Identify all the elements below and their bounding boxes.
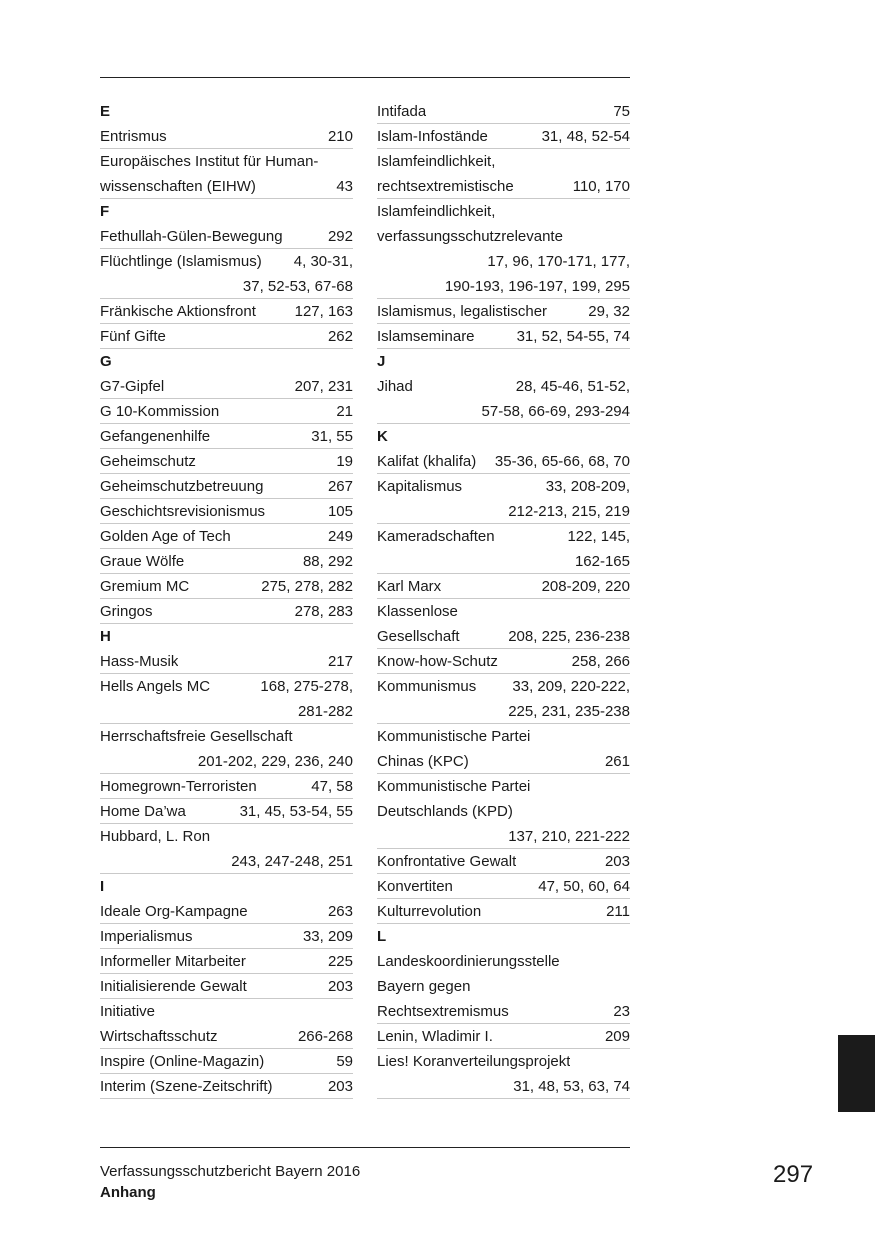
index-pages: 203 <box>327 978 353 995</box>
index-entry <box>100 1074 353 1099</box>
index-pages: 208-209, 220 <box>541 578 630 595</box>
index-term: Home Da’wa <box>100 803 186 820</box>
index-pages: 19 <box>336 453 353 470</box>
index-pages: 29, 32 <box>588 303 630 320</box>
index-pages: 33, 209, 220-222, <box>512 678 630 695</box>
index-pages: 201-202, 229, 236, 240 <box>197 753 353 770</box>
index-term: Wirtschaftsschutz <box>100 1028 218 1045</box>
index-entry <box>377 849 630 874</box>
index-pages: 261 <box>604 753 630 770</box>
index-term: Ideale Org-Kampagne <box>100 903 248 920</box>
index-entry <box>377 574 630 599</box>
index-term: Herrschaftsfreie Gesellschaft <box>100 728 293 745</box>
index-pages: 75 <box>613 103 630 120</box>
index-entry <box>377 1074 630 1099</box>
index-term: Fünf Gifte <box>100 328 166 345</box>
index-term: G 10-Kommission <box>100 403 220 420</box>
index-entry <box>100 1049 353 1074</box>
top-rule <box>100 77 630 78</box>
letter-label: I <box>100 878 105 895</box>
index-entry <box>377 1049 630 1074</box>
index-term: Klassenlose <box>377 603 458 620</box>
index-term: Konfrontative Gewalt <box>377 853 517 870</box>
index-term: Gefangenenhilfe <box>100 428 211 445</box>
index-term: Fränkische Aktionsfront <box>100 303 256 320</box>
index-pages: 28, 45-46, 51-52, <box>515 378 630 395</box>
index-pages: 33, 209 <box>302 928 353 945</box>
index-entry <box>377 674 630 699</box>
index-entry <box>100 399 353 424</box>
index-term: Interim (Szene-Zeitschrift) <box>100 1078 273 1095</box>
index-entry <box>100 599 353 624</box>
index-entry <box>377 249 630 274</box>
index-entry <box>100 299 353 324</box>
index-entry <box>100 499 353 524</box>
index-pages: 278, 283 <box>294 603 353 620</box>
index-entry <box>377 874 630 899</box>
index-entry <box>100 524 353 549</box>
index-column-right <box>377 99 630 1099</box>
index-pages: 217 <box>327 653 353 670</box>
index-term: G7-Gipfel <box>100 378 165 395</box>
index-pages: 127, 163 <box>294 303 353 320</box>
index-term: Graue Wölfe <box>100 553 185 570</box>
index-pages: 275, 278, 282 <box>261 578 353 595</box>
index-entry <box>100 149 353 174</box>
index-entry <box>377 224 630 249</box>
index-term: Golden Age of Tech <box>100 528 231 545</box>
index-pages: 35-36, 65-66, 68, 70 <box>494 453 630 470</box>
index-pages: 31, 48, 53, 63, 74 <box>513 1078 630 1095</box>
index-term: Kameradschaften <box>377 528 495 545</box>
index-pages: 168, 275-278, <box>260 678 353 695</box>
index-entry <box>100 749 353 774</box>
index-entry <box>377 299 630 324</box>
index-entry <box>377 124 630 149</box>
index-term: Gremium MC <box>100 578 190 595</box>
index-entry <box>377 374 630 399</box>
index-pages: 31, 52, 54-55, 74 <box>516 328 630 345</box>
index-entry <box>377 724 630 749</box>
letter-label: J <box>377 353 386 370</box>
index-pages: 207, 231 <box>294 378 353 395</box>
index-entry <box>100 224 353 249</box>
index-entry <box>377 949 630 974</box>
index-pages: 4, 30-31, <box>293 253 353 270</box>
index-entry <box>100 999 353 1024</box>
index-term: Geschichtsrevisionismus <box>100 503 266 520</box>
index-letter-heading <box>377 424 630 449</box>
index-pages: 105 <box>327 503 353 520</box>
index-term: Islamseminare <box>377 328 475 345</box>
index-entry <box>377 399 630 424</box>
index-pages: 225, 231, 235-238 <box>508 703 630 720</box>
index-entry <box>377 799 630 824</box>
index-term: Konvertiten <box>377 878 453 895</box>
index-term: Geheimschutzbetreuung <box>100 478 264 495</box>
index-term: Gesellschaft <box>377 628 460 645</box>
index-term: Landeskoordinierungsstelle <box>377 953 560 970</box>
index-term: Hubbard, L. Ron <box>100 828 211 845</box>
index-pages: 110, 170 <box>572 178 630 195</box>
index-pages: 43 <box>336 178 353 195</box>
index-pages: 281-282 <box>297 703 353 720</box>
index-entry <box>377 649 630 674</box>
index-letter-heading <box>100 99 353 124</box>
footer-publication-title: Verfassungsschutzbericht Bayern 2016 <box>100 1163 361 1180</box>
index-term: Islamfeindlichkeit, <box>377 203 496 220</box>
index-pages: 267 <box>327 478 353 495</box>
index-entry <box>377 624 630 649</box>
index-pages: 262 <box>327 328 353 345</box>
index-entry <box>377 599 630 624</box>
index-entry <box>100 574 353 599</box>
index-entry <box>377 774 630 799</box>
index-term: Jihad <box>377 378 413 395</box>
index-pages: 203 <box>604 853 630 870</box>
footer-section-label: Anhang <box>100 1184 156 1201</box>
index-term: Rechtsextremismus <box>377 1003 509 1020</box>
index-pages: 31, 48, 52-54 <box>541 128 630 145</box>
index-term: Fethullah-Gülen-Bewegung <box>100 228 283 245</box>
index-term: Europäisches Institut für Human- <box>100 153 319 170</box>
index-entry <box>377 824 630 849</box>
index-entry <box>100 649 353 674</box>
index-pages: 211 <box>606 903 630 920</box>
index-term: Entrismus <box>100 128 167 145</box>
index-entry <box>377 324 630 349</box>
index-entry <box>377 474 630 499</box>
index-term: Know-how-Schutz <box>377 653 498 670</box>
index-term: Deutschlands (KPD) <box>377 803 513 820</box>
index-term: Kommunistische Partei <box>377 728 531 745</box>
index-entry <box>377 899 630 924</box>
index-term: Homegrown-Terroristen <box>100 778 257 795</box>
index-term: Bayern gegen <box>377 978 471 995</box>
index-entry <box>100 824 353 849</box>
index-pages: 162-165 <box>574 553 630 570</box>
index-entry <box>100 449 353 474</box>
index-pages: 190-193, 196-197, 199, 295 <box>444 278 630 295</box>
index-entry <box>100 274 353 299</box>
footer-rule <box>100 1147 630 1148</box>
index-entry <box>100 774 353 799</box>
index-entry <box>377 274 630 299</box>
index-pages: 258, 266 <box>571 653 630 670</box>
index-letter-heading <box>100 874 353 899</box>
letter-label: L <box>377 928 387 945</box>
index-entry <box>100 474 353 499</box>
index-term: wissenschaften (EIHW) <box>100 178 256 195</box>
index-term: Islamismus, legalistischer <box>377 303 548 320</box>
index-term: Kalifat (khalifa) <box>377 453 477 470</box>
index-entry <box>377 499 630 524</box>
index-entry <box>377 1024 630 1049</box>
index-pages: 209 <box>604 1028 630 1045</box>
index-entry <box>100 124 353 149</box>
index-letter-heading <box>100 199 353 224</box>
index-entry <box>377 449 630 474</box>
index-pages: 225 <box>327 953 353 970</box>
index-term: Kapitalismus <box>377 478 463 495</box>
index-pages: 23 <box>613 1003 630 1020</box>
index-entry <box>100 174 353 199</box>
index-entry <box>100 549 353 574</box>
index-term: Kommunistische Partei <box>377 778 531 795</box>
index-entry <box>100 324 353 349</box>
index-term: Chinas (KPC) <box>377 753 469 770</box>
index-entry <box>377 149 630 174</box>
index-pages: 208, 225, 236-238 <box>508 628 630 645</box>
index-entry <box>100 699 353 724</box>
index-pages: 122, 145, <box>567 528 630 545</box>
index-pages: 47, 58 <box>311 778 353 795</box>
chapter-thumb-tab <box>838 1035 875 1112</box>
index-entry <box>100 949 353 974</box>
index-entry <box>100 374 353 399</box>
index-pages: 17, 96, 170-171, 177, <box>487 253 630 270</box>
index-term: Lenin, Wladimir I. <box>377 1028 493 1045</box>
index-entry <box>100 249 353 274</box>
index-entry <box>100 899 353 924</box>
index-entry <box>100 674 353 699</box>
letter-label: H <box>100 628 111 645</box>
index-term: Kulturrevolution <box>377 903 482 920</box>
index-term: Initialisierende Gewalt <box>100 978 247 995</box>
index-entry <box>377 999 630 1024</box>
index-entry <box>100 974 353 999</box>
index-term: Flüchtlinge (Islamismus) <box>100 253 262 270</box>
index-entry <box>377 99 630 124</box>
index-pages: 212-213, 215, 219 <box>508 503 630 520</box>
index-entry <box>377 974 630 999</box>
index-pages: 59 <box>336 1053 353 1070</box>
index-entry <box>100 799 353 824</box>
index-term: Initiative <box>100 1003 156 1020</box>
index-entry <box>100 1024 353 1049</box>
index-letter-heading <box>100 624 353 649</box>
index-pages: 210 <box>327 128 353 145</box>
index-pages: 31, 45, 53-54, 55 <box>239 803 353 820</box>
index-term: Islam-Infostände <box>377 128 488 145</box>
index-pages: 263 <box>327 903 353 920</box>
index-letter-heading <box>100 349 353 374</box>
index-term: verfassungsschutzrelevante <box>377 228 563 245</box>
letter-label: F <box>100 203 110 220</box>
index-entry <box>377 199 630 224</box>
index-pages: 21 <box>336 403 353 420</box>
index-entry <box>100 849 353 874</box>
index-entry <box>377 549 630 574</box>
index-entry <box>377 699 630 724</box>
index-pages: 47, 50, 60, 64 <box>538 878 630 895</box>
index-term: Inspire (Online-Magazin) <box>100 1053 265 1070</box>
letter-label: G <box>100 353 112 370</box>
index-pages: 203 <box>327 1078 353 1095</box>
index-pages: 31, 55 <box>311 428 353 445</box>
index-pages: 137, 210, 221-222 <box>508 828 630 845</box>
letter-label: E <box>100 103 111 120</box>
index-entry <box>100 724 353 749</box>
index-term: rechtsextremistische <box>377 178 514 195</box>
index-pages: 292 <box>327 228 353 245</box>
index-entry <box>100 424 353 449</box>
letter-label: K <box>377 428 388 445</box>
index-pages: 249 <box>327 528 353 545</box>
index-term: Informeller Mitarbeiter <box>100 953 246 970</box>
index-entry <box>100 924 353 949</box>
index-pages: 33, 208-209, <box>545 478 630 495</box>
index-term: Karl Marx <box>377 578 442 595</box>
index-term: Islamfeindlichkeit, <box>377 153 496 170</box>
index-term: Gringos <box>100 603 153 620</box>
index-term: Hass-Musik <box>100 653 179 670</box>
index-entry <box>377 174 630 199</box>
index-term: Hells Angels MC <box>100 678 211 695</box>
index-pages: 57-58, 66-69, 293-294 <box>481 403 630 420</box>
index-pages: 37, 52-53, 67-68 <box>242 278 353 295</box>
index-pages: 88, 292 <box>302 553 353 570</box>
index-letter-heading <box>377 924 630 949</box>
index-pages: 243, 247-248, 251 <box>231 853 353 870</box>
index-term: Imperialismus <box>100 928 193 945</box>
index-pages: 266-268 <box>297 1028 353 1045</box>
index-term: Lies! Koranverteilungsprojekt <box>377 1053 571 1070</box>
index-term: Geheimschutz <box>100 453 196 470</box>
index-letter-heading <box>377 349 630 374</box>
page-number: 297 <box>773 1161 814 1188</box>
index-column-left <box>100 99 353 1099</box>
index-term: Intifada <box>377 103 427 120</box>
index-entry <box>377 749 630 774</box>
index-entry <box>377 524 630 549</box>
index-term: Kommunismus <box>377 678 477 695</box>
